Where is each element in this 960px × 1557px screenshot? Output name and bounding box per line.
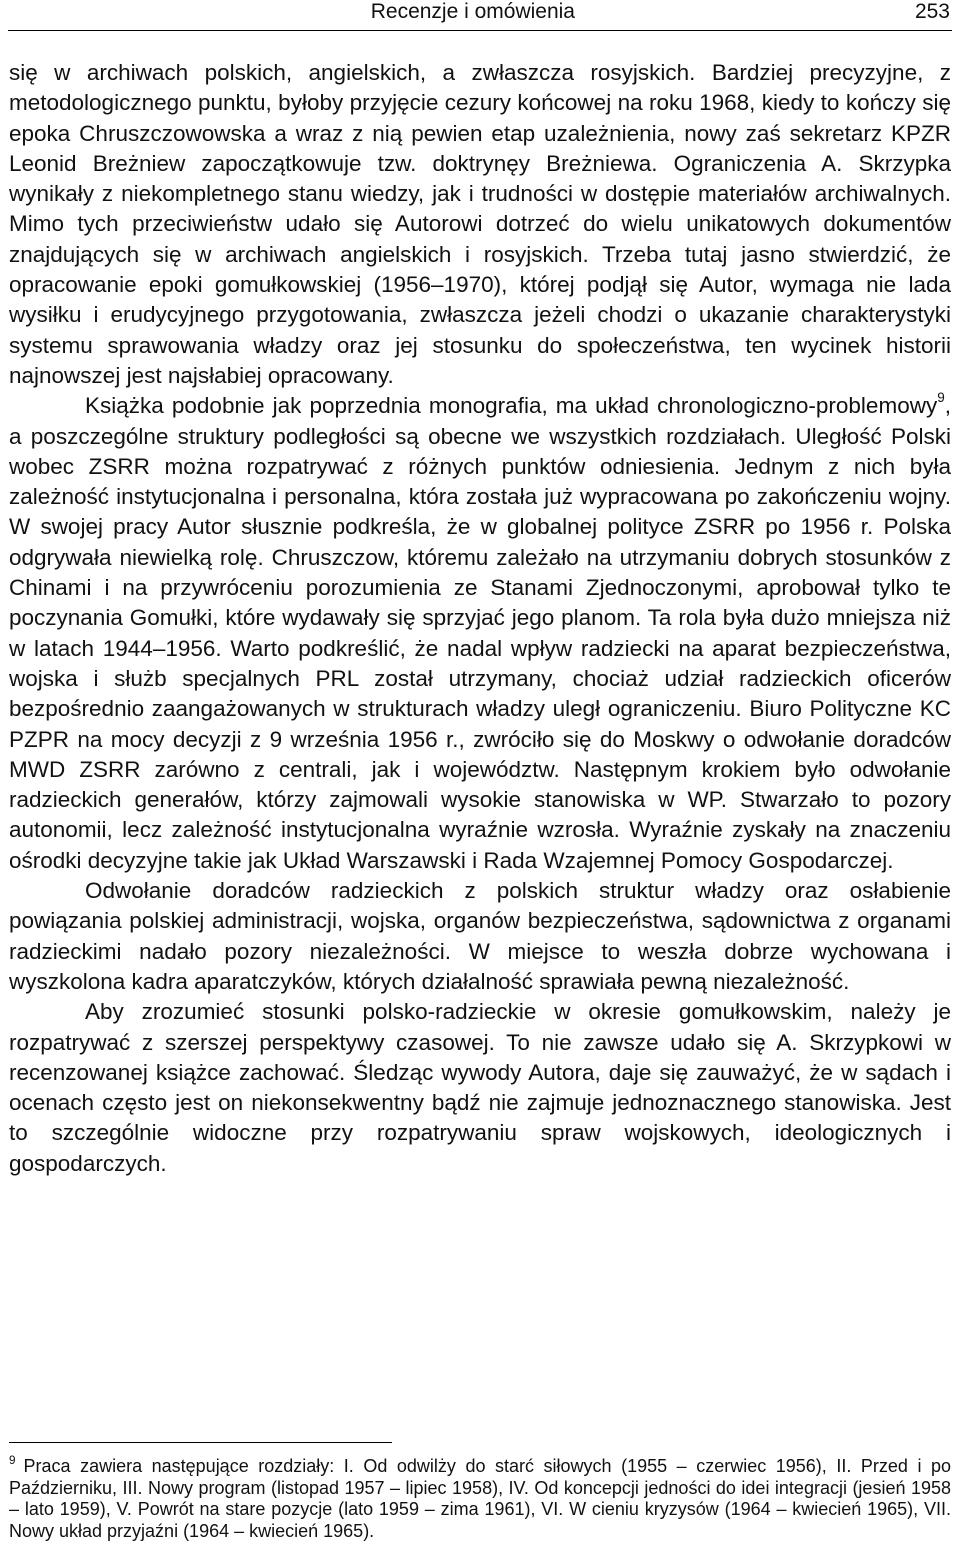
paragraph-3: Odwołanie doradców radzieckich z polskich struktur władzy oraz osłabienie powiązania polskiej administracji, wojska, organów bezpieczeństwa, sądownictwa z organami radzieckimi nadało pozory niezależności. W miejsce to weszła dobrze wychowana i wyszkolona kadra aparatczyków, których działalność sprawiała pewną niezależność. bbox=[9, 878, 951, 994]
paragraph-2-start: Książka podobnie jak poprzednia monografia, ma układ chronologiczno-problemowy bbox=[85, 393, 938, 419]
body-text bbox=[9, 58, 951, 1179]
paragraph-4: Aby zrozumieć stosunki polsko-radzieckie w okresie gomułkowskim, należy je rozpatrywać z szerszej perspektywy czasowej. To nie zawsze udało się A. Skrzypkowi w recenzowanej książce zachować. Śledząc wywody Autora, daje się zauważyć, że w sądach i ocenach często jest on niekonsekwentny bądź nie zajmuje jednoznacznego stanowiska. Jest to szczególnie widoczne przy rozpatrywaniu spraw wojskowych, ideologicznych i gospodarczych. bbox=[9, 999, 951, 1176]
running-header bbox=[8, 0, 952, 31]
footnote-separator bbox=[9, 1442, 392, 1443]
paragraph-2 bbox=[9, 391, 951, 876]
footnote bbox=[9, 1456, 951, 1542]
header-title: Recenzje i omówienia bbox=[370, 0, 575, 23]
footnote-reference[interactable]: 9 bbox=[937, 390, 945, 406]
paragraph-1: się w archiwach polskich, angielskich, a zwłaszcza rosyjskich. Bardziej precyzyjne, z metodologicznego punktu, byłoby przyjęcie cezury końcowej na roku 1968, kiedy to kończy się epoka Chruszczowowska a wraz z nią pewien etap uzależnienia, nowy zaś sekretarz KPZR Leonid Breżniew zapoczątkowuje tzw. doktrynęy Breżniewa. Ograniczenia A. Skrzypka wynikały z niekompletnego stanu wiedzy, jak i trudności w dostępie materiałów archiwalnych. Mimo tych przeciwieństw udało się Autorowi dotrzeć do wielu unikatowych dokumentów znajdujących się w archiwach angielskich i rosyjskich. Trzeba tutaj jasno stwierdzić, że opracowanie epoki gomułkowskiej (1956–1970), której podjął się Autor, wymaga nie lada wysiłku i erudycyjnego przygotowania, zwłaszcza jeżeli chodzi o ukazanie charakterystyki systemu sprawowania władzy oraz jej stosunku do społeczeństwa, ten wycinek historii najnowszej jest najsłabiej opracowany. bbox=[9, 60, 951, 388]
footnote-text: Praca zawiera następujące rozdziały: I. Od odwilży do starć siłowych (1955 – czerwiec 1956), II. Przed i po Październiku, III. Nowy program (listopad 1957 – lipiec 1958), IV. Od koncepcji jedności do idei integracji (jesień 1958 – lato 1959), V. Powrót na stare pozycje (lato 1959 – zima 1961), VI. W cieniu kryzysów (1964 – kwiecień 1965), VII. Nowy układ przyjaźni (1964 – kwiecień 1965). bbox=[9, 1456, 951, 1541]
paragraph-2-rest: , a poszczególne struktury podległości są obecne we wszystkich rozdziałach. Uległość Polski wobec ZSRR można rozpatrywać z różnych punktów odniesienia. Jednym z nich była zależność instytucjonalna i personalna, która została już wypracowana po zakończeniu wojny. W swojej pracy Autor słusznie podkreśla, że w globalnej polityce ZSRR po 1956 r. Polska odgrywała niewielką rolę. Chruszczow, któremu zależało na utrzymaniu dobrych stosunków z Chinami i na przywróceniu porozumienia ze Stanami Zjednoczonymi, aprobował tylko te poczynania Gomułki, które wydawały się sprzyjać jego planom. Ta rola była dużo mniejsza niż w latach 1944–1956. Warto podkreślić, że nadal wpływ radziecki na aparat bezpieczeństwa, wojska i służb specjalnych PRL został utrzymany, chociaż udział radzieckich oficerów bezpośrednio zaangażowanych w strukturach władzy uległ ograniczeniu. Biuro Polityczne KC PZPR na mocy decyzji z 9 września 1956 r., zwróciło się do Moskwy o odwołanie doradców MWD ZSRR zarówno z centrali, jak i województw. Następnym krokiem było odwołanie radzieckich generałów, którzy zajmowali wysokie stanowiska w WP. Stwarzało to pozory autonomii, lecz zależność instytucjonalna wyraźnie wzrosła. Wyraźnie zyskały na znaczeniu ośrodki decyzyjne takie jak Układ Warszawski i Rada Wzajemnej Pomocy Gospodarczej. bbox=[9, 393, 951, 873]
page-number: 253 bbox=[914, 0, 950, 23]
footnote-number: 9 bbox=[9, 1454, 16, 1467]
